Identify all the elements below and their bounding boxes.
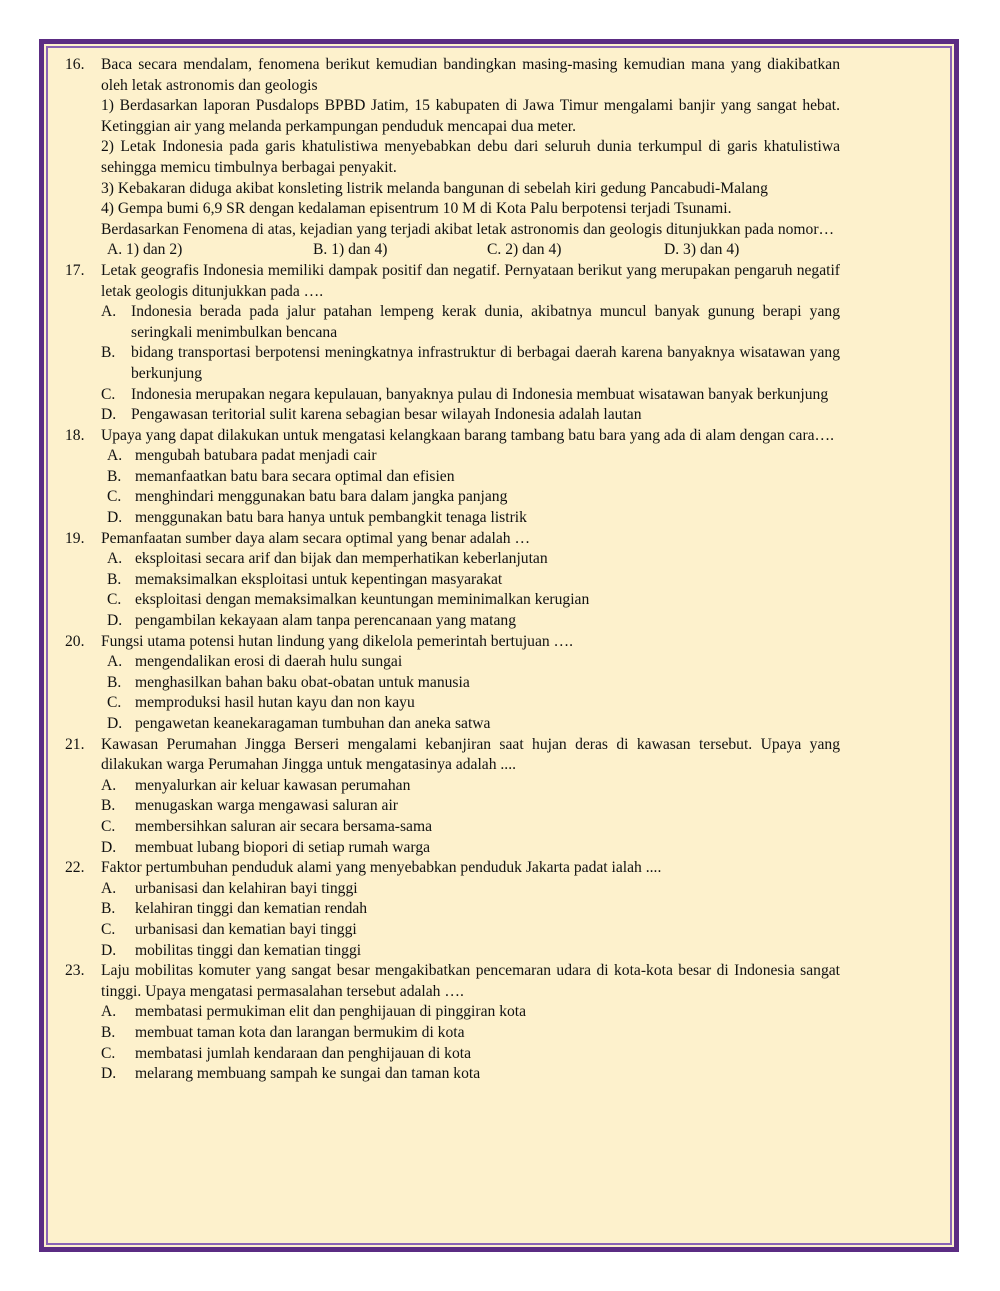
option-text: memproduksi hasil hutan kayu dan non kayu [135, 694, 415, 712]
answer-option-d[interactable] [101, 405, 840, 426]
answer-option-b[interactable] [101, 796, 840, 817]
question-20 [65, 632, 840, 735]
question-stem: Kawasan Perumahan Jingga Berseri mengalami kebanjiran saat hujan deras di kawasan tersebut. Upaya yang dilakukan warga Perumahan Jingga untuk mengatasinya adalah .... [101, 735, 840, 774]
phenomenon-item: 4) Gempa bumi 6,9 SR dengan kedalaman episentrum 10 M di Kota Palu berpotensi terjadi Tsunami. [101, 200, 732, 218]
answer-option-b[interactable] [101, 343, 840, 384]
option-text: menugaskan warga mengawasi saluran air [135, 797, 398, 815]
option-text: mengubah batubara padat menjadi cair [135, 447, 377, 465]
option-letter: D. [101, 1065, 117, 1083]
question-16 [65, 55, 840, 261]
option-letter: A. [107, 550, 123, 568]
option-letter: A. [107, 653, 123, 671]
option-letter: C. [107, 694, 122, 712]
option-text: memanfaatkan batu bara secara optimal dan efisien [135, 467, 455, 485]
option-text: urbanisasi dan kelahiran bayi tinggi [135, 879, 358, 897]
option-text: memaksimalkan eksploitasi untuk kepentingan masyarakat [135, 570, 503, 588]
answer-option-d[interactable] [101, 508, 840, 529]
option-letter: D. [101, 406, 117, 424]
option-letter: D. [107, 612, 123, 630]
phenomenon-item: 1) Berdasarkan laporan Pusdalops BPBD Jatim, 15 kabupaten di Jawa Timur mengalami banjir yang sangat hebat. Ketinggian air yang melanda perkampungan penduduk mencapai dua meter. [101, 97, 840, 135]
answer-option-c[interactable] [101, 817, 840, 838]
option-letter: C. [101, 920, 116, 938]
question-number: 20. [65, 632, 85, 650]
option-text: eksploitasi secara arif dan bijak dan memperhatikan keberlanjutan [135, 550, 548, 568]
question-stem: Laju mobilitas komuter yang sangat besar mengakibatkan pencemaran udara di kota-kota besar di Indonesia sangat tinggi. Upaya mengatasi permasalahan tersebut adalah …. [101, 962, 840, 1000]
answer-option-c[interactable] [101, 487, 840, 508]
question-number: 16. [65, 56, 85, 73]
option-text: kelahiran tinggi dan kematian rendah [135, 900, 368, 918]
question-number: 23. [65, 962, 85, 980]
question-number: 21. [65, 735, 85, 753]
question-22 [65, 858, 840, 961]
question-18 [65, 426, 840, 529]
answer-option-a[interactable] [101, 776, 840, 797]
option-letter: A. [101, 776, 117, 794]
question-number: 19. [65, 529, 85, 547]
answer-option-d[interactable] [101, 611, 840, 632]
question-stem: Fungsi utama potensi hutan lindung yang dikelola pemerintah bertujuan …. [101, 632, 574, 650]
option-text: membatasi jumlah kendaraan dan penghijauan di kota [135, 1044, 472, 1062]
option-letter: A. [101, 303, 117, 321]
answer-option-b[interactable]: B. 1) dan 4) [313, 241, 388, 259]
answer-option-a[interactable]: A. 1) dan 2) [107, 241, 183, 259]
answer-option-b[interactable] [101, 570, 840, 591]
option-letter: C. [107, 591, 122, 609]
answer-option-b[interactable] [101, 1023, 840, 1044]
option-text: menggunakan batu bara hanya untuk pembangkit tenaga listrik [135, 509, 527, 527]
answer-option-c[interactable] [101, 920, 840, 941]
option-text: membatasi permukiman elit dan penghijauan di pinggiran kota [135, 1003, 527, 1021]
option-text: melarang membuang sampah ke sungai dan taman kota [135, 1065, 481, 1083]
option-letter: D. [101, 941, 117, 959]
question-stem: Upaya yang dapat dilakukan untuk mengatasi kelangkaan barang tambang batu bara yang ada di alam dengan cara…. [101, 426, 835, 444]
option-text: membuat taman kota dan larangan bermukim di kota [135, 1023, 465, 1041]
answer-option-b[interactable] [101, 899, 840, 920]
option-text: Indonesia berada pada jalur patahan lempeng kerak dunia, akibatnya muncul banyak gunung berapi yang seringkali menimbulkan bencana [131, 303, 840, 341]
question-number: 18. [65, 426, 85, 444]
option-text: mobilitas tinggi dan kematian tinggi [135, 941, 362, 959]
answer-option-d[interactable] [101, 1064, 840, 1085]
answer-option-c[interactable]: C. 2) dan 4) [487, 241, 562, 259]
answer-option-a[interactable] [101, 446, 840, 467]
question-list [65, 55, 840, 1085]
answer-option-c[interactable] [101, 693, 840, 714]
answer-option-a[interactable] [101, 549, 840, 570]
option-text: eksploitasi dengan memaksimalkan keuntungan meminimalkan kerugian [135, 591, 590, 609]
answer-option-d[interactable]: D. 3) dan 4) [664, 241, 740, 259]
answer-option-a[interactable] [101, 302, 840, 343]
option-text: menghasilkan bahan baku obat-obatan untuk manusia [135, 673, 470, 691]
option-letter: D. [101, 838, 117, 856]
phenomenon-item: 3) Kebakaran diduga akibat konsleting listrik melanda bangunan di sebelah kiri gedung Pancabudi-Malang [101, 179, 768, 197]
option-letter: C. [101, 817, 116, 835]
question-17 [65, 261, 840, 426]
option-letter: C. [107, 488, 122, 506]
question-stem: Baca secara mendalam, fenomena berikut kemudian bandingkan masing-masing kemudian mana yang diakibatkan oleh letak astronomis dan geologis [101, 56, 840, 94]
option-text: menyalurkan air keluar kawasan perumahan [135, 776, 411, 794]
option-letter: D. [107, 509, 123, 527]
option-letter: B. [101, 344, 116, 362]
option-letter: A. [101, 879, 117, 897]
option-text: Pengawasan teritorial sulit karena sebagian besar wilayah Indonesia adalah lautan [131, 406, 642, 424]
option-letter: B. [107, 570, 122, 588]
option-text: membersihkan saluran air secara bersama-sama [135, 817, 433, 835]
option-text: pengambilan kekayaan alam tanpa perencanaan yang matang [135, 612, 516, 630]
answer-option-b[interactable] [101, 673, 840, 694]
option-letter: A. [107, 447, 123, 465]
option-letter: B. [101, 900, 116, 918]
question-number: 17. [65, 261, 85, 279]
option-letter: B. [107, 673, 122, 691]
answer-option-c[interactable] [101, 1044, 840, 1065]
option-letter: B. [107, 467, 122, 485]
question-number: 22. [65, 859, 85, 877]
option-text: membuat lubang biopori di setiap rumah warga [135, 838, 431, 856]
option-letter: A. [101, 1003, 117, 1021]
answer-option-c[interactable] [101, 590, 840, 611]
option-text: Indonesia merupakan negara kepulauan, banyaknya pulau di Indonesia membuat wisatawan banyak berkunjung [131, 385, 829, 403]
answer-option-d[interactable] [101, 838, 840, 859]
option-letter: C. [101, 1044, 116, 1062]
answer-option-a[interactable] [101, 879, 840, 900]
answer-option-a[interactable] [101, 652, 840, 673]
question-closing: Berdasarkan Fenomena di atas, kejadian yang terjadi akibat letak astronomis dan geologis ditunjukkan pada nomor… [101, 220, 835, 238]
question-stem: Pemanfaatan sumber daya alam secara optimal yang benar adalah … [101, 529, 531, 547]
answer-option-a[interactable] [101, 1002, 840, 1023]
answer-option-b[interactable] [101, 467, 840, 488]
option-text: menghindari menggunakan batu bara dalam jangka panjang [135, 488, 508, 506]
option-text: urbanisasi dan kematian bayi tinggi [135, 920, 357, 938]
question-stem: Letak geografis Indonesia memiliki dampak positif dan negatif. Pernyataan berikut yang merupakan pengaruh negatif letak geologis ditunjukkan pada …. [101, 261, 840, 300]
answer-options [101, 240, 840, 261]
option-text: bidang transportasi berpotensi meningkatnya infrastruktur di berbagai daerah karena banyaknya wisatawan yang berkunjung [131, 344, 840, 382]
option-letter: B. [101, 1023, 116, 1041]
question-21 [65, 735, 840, 859]
question-19 [65, 529, 840, 632]
option-letter: D. [107, 715, 123, 732]
answer-option-c[interactable] [101, 385, 840, 406]
answer-option-d[interactable] [101, 941, 840, 962]
question-23 [65, 961, 840, 1085]
question-stem: Faktor pertumbuhan penduduk alami yang menyebabkan penduduk Jakarta padat ialah .... [101, 859, 662, 877]
option-text: mengendalikan erosi di daerah hulu sungai [135, 653, 403, 671]
answer-option-d[interactable] [101, 714, 840, 735]
option-letter: C. [101, 385, 116, 403]
option-letter: B. [101, 797, 116, 815]
phenomenon-item: 2) Letak Indonesia pada garis khatulistiwa menyebabkan debu dari seluruh dunia terkumpul di garis khatulistiwa sehingga memicu timbulnya berbagai penyakit. [101, 138, 840, 176]
option-text: pengawetan keanekaragaman tumbuhan dan aneka satwa [135, 715, 491, 732]
